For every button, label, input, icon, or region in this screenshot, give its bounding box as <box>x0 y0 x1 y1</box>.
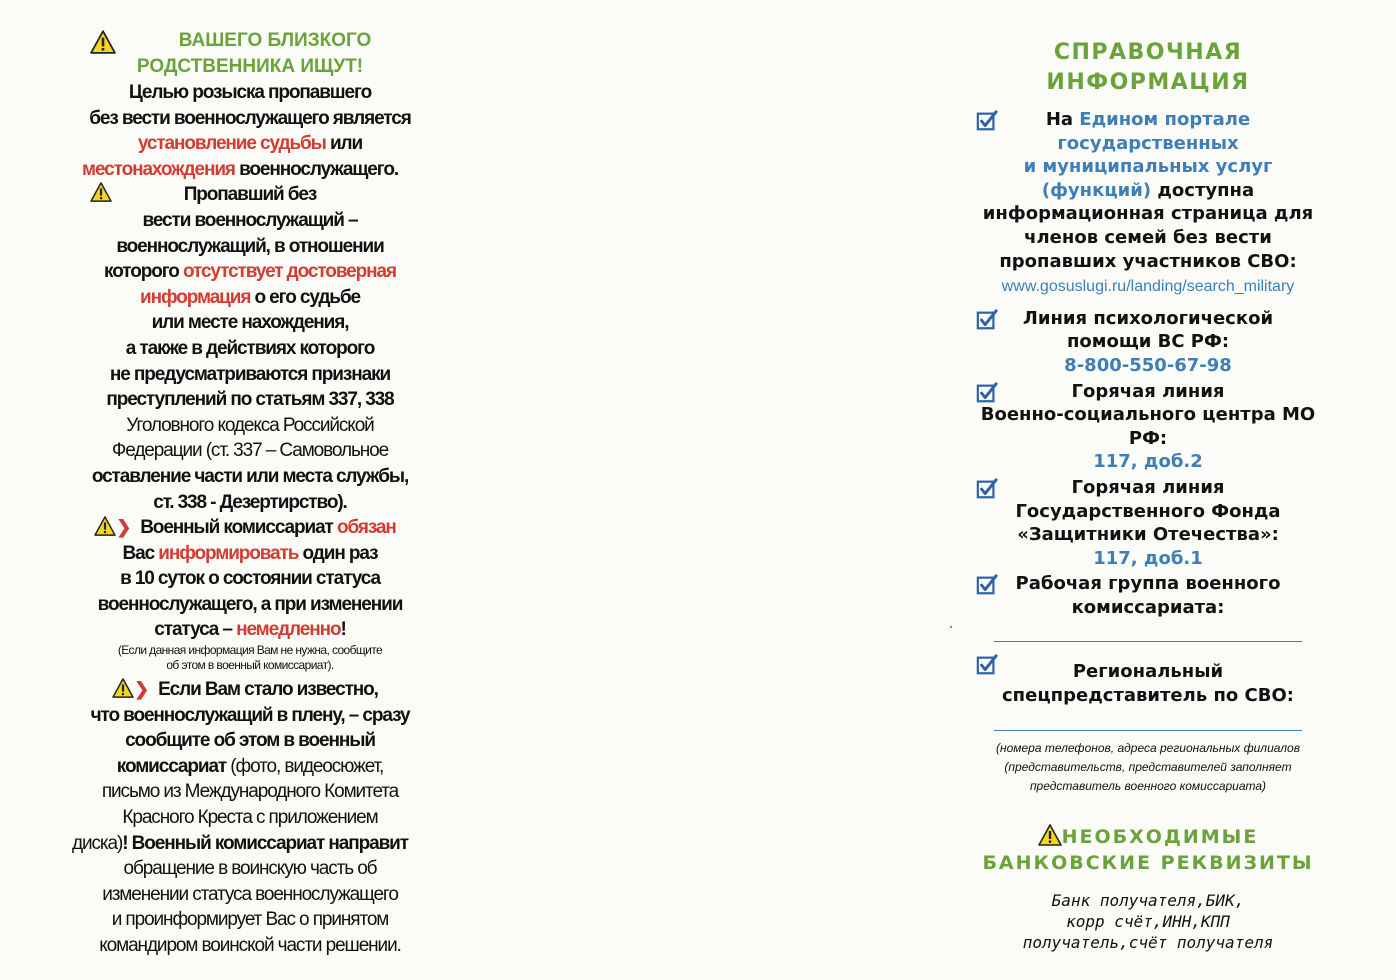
text-line: комиссариата: <box>1071 596 1225 618</box>
text: ! Военный комиссариат направит <box>122 832 408 854</box>
text: военнослужащего. <box>234 158 399 180</box>
left-title-line2: РОДСТВЕННИКА ИЩУТ! <box>136 56 364 77</box>
text-line: Федерации (ст. 337 – Самовольное <box>111 440 389 462</box>
text-line: вести военнослужащий – <box>142 209 358 231</box>
highlight-text: и муниципальных услуг <box>1023 156 1273 178</box>
text-line <box>50 157 430 183</box>
checkbox-checked-icon <box>976 654 998 676</box>
info-item-social-center <box>968 380 1328 474</box>
text-line: Красного Креста с приложением <box>122 807 378 829</box>
info-item-working-group <box>968 572 1328 619</box>
text-line <box>60 677 430 703</box>
highlight-text: Едином портале <box>1079 109 1251 130</box>
text-line: военнослужащий, в отношении <box>116 235 384 257</box>
warning-icon <box>90 30 116 54</box>
note-line: представитель военного комиссариата) <box>1029 778 1267 793</box>
note-line: (номера телефонов, адреса региональных филиалов <box>996 740 1300 755</box>
text: На <box>1045 109 1080 130</box>
phone-number: 8-800-550-67-98 <box>1064 354 1232 376</box>
info-item-psych-line <box>968 307 1328 378</box>
text-line <box>60 515 430 541</box>
checkbox-checked-icon <box>976 478 998 500</box>
text-line: обращение в воинскую часть об <box>123 858 377 880</box>
text-line: без вести военнослужащего является <box>89 107 411 129</box>
text: Если Вам стало известно, <box>158 679 378 701</box>
right-title-line1: СПРАВОЧНАЯ <box>1053 40 1243 65</box>
text: Военный комиссариат <box>140 517 337 539</box>
text-line: командиром воинской части решении. <box>99 935 401 956</box>
text-line: изменении статуса военнослужащего <box>102 883 398 905</box>
checkbox-checked-icon <box>976 382 998 404</box>
left-title-block <box>70 28 430 80</box>
highlight-text: (функций) <box>1041 179 1152 201</box>
text-line: Региональный <box>1072 661 1224 683</box>
text-line: в 10 суток о состоянии статуса <box>120 568 380 590</box>
text-line: Уголовного кодекса Российской <box>126 414 374 436</box>
text-line: и проинформирует Вас о принятом <box>111 909 389 931</box>
text-line: Банк получателя,БИК, <box>1051 890 1245 910</box>
text: о его судьбе <box>250 286 360 308</box>
text-line: а также в действиях которого <box>125 337 375 359</box>
text-line: Целью розыска пропавшего <box>128 82 372 103</box>
text-line: Рабочая группа военного <box>1015 573 1281 595</box>
text-line <box>70 754 430 780</box>
left-column <box>70 28 430 959</box>
text-line: или месте нахождения, <box>151 312 349 334</box>
text: которого <box>104 261 183 283</box>
info-item-gosuslugi <box>968 108 1328 299</box>
text: комиссариат <box>116 755 227 777</box>
text-line: «Защитники Отечества»: <box>1017 524 1279 546</box>
text-line: преступлений по статьям 337, 338 <box>106 389 394 411</box>
decorative-dot <box>950 626 952 628</box>
text-line: не предусматриваются признаки <box>109 363 391 385</box>
text-line: ст. 338 - Дезертирство). <box>153 491 347 513</box>
text-line: что военнослужащий в плену, – сразу <box>90 704 410 726</box>
right-column <box>968 38 1328 953</box>
paragraph-definition <box>70 182 430 515</box>
paragraph-purpose <box>70 80 430 182</box>
text-line: сообщите об этом в военный <box>125 730 375 752</box>
checkbox-checked-icon <box>976 110 998 132</box>
info-item-regional-rep <box>968 660 1328 707</box>
warning-icon <box>112 678 134 698</box>
text-line: Государственного Фонда <box>1015 500 1281 522</box>
text-line <box>968 108 1328 132</box>
text: Вас <box>122 542 159 564</box>
gosuslugi-link[interactable]: www.gosuslugi.ru/landing/search_military <box>1001 278 1295 296</box>
highlight-text: информировать <box>158 542 299 564</box>
text-line: БАНКОВСКИЕ РЕКВИЗИТЫ <box>982 851 1314 874</box>
right-title-line2: ИНФОРМАЦИЯ <box>1046 70 1250 95</box>
text: или <box>325 133 363 155</box>
text-line <box>70 131 430 157</box>
text-line <box>968 824 1328 850</box>
warning-icon <box>1038 824 1062 846</box>
highlight-text: информация <box>140 286 251 308</box>
highlight-text: обязан <box>336 517 396 539</box>
text-line <box>968 179 1328 203</box>
info-item-fund <box>968 476 1328 570</box>
text: ! <box>340 619 346 641</box>
text-line: Пропавший без <box>183 184 317 206</box>
text-line: письмо из Международного Комитета <box>101 781 399 803</box>
chevron-right-icon: ❯ <box>134 679 149 700</box>
highlight-text: установление судьбы <box>137 133 326 155</box>
bank-details-lines <box>968 890 1328 953</box>
highlight-text: отсутствует достоверная <box>182 261 396 283</box>
text-line: оставление части или места службы, <box>91 465 409 487</box>
text-line: информационная страница для <box>982 203 1314 225</box>
highlight-text: государственных <box>1057 132 1239 154</box>
text-line <box>70 285 430 311</box>
text-line: корр счёт,ИНН,КПП <box>1066 911 1230 931</box>
fill-in-note <box>968 739 1328 796</box>
text-line: спецпредставитель по СВО: <box>1002 685 1294 707</box>
text-line: Военно-социального центра МО РФ: <box>980 404 1316 449</box>
highlight-text: местонахождения <box>81 158 235 180</box>
text-line: военнослужащего, а при изменении <box>97 593 403 615</box>
text: НЕОБХОДИМЫЕ <box>1061 825 1259 848</box>
left-title-line1: ВАШЕГО БЛИЗКОГО <box>178 30 372 51</box>
text-line: пропавших участников СВО: <box>999 250 1297 272</box>
warning-icon <box>94 516 116 536</box>
warning-icon <box>90 182 112 202</box>
text-line <box>70 617 430 643</box>
text-line: членов семей без вести <box>1024 226 1272 248</box>
text-line: получатель,счёт получателя <box>1022 932 1274 952</box>
text-line: Горячая линия <box>1071 380 1225 402</box>
phone-number: 117, доб.2 <box>1093 451 1203 473</box>
note-line: (Если данная информация Вам не нужна, сообщите <box>117 643 383 658</box>
text-line: Линия психологической <box>1022 307 1274 329</box>
text: доступна <box>1151 179 1255 201</box>
text-line <box>70 259 430 285</box>
phone-number: 117, доб.1 <box>1093 547 1203 569</box>
fill-in-line <box>994 730 1302 731</box>
text-line <box>70 541 430 567</box>
text-line <box>50 831 430 857</box>
note-line: об этом в военный комиссариат). <box>166 658 334 673</box>
text: статуса – <box>154 619 237 641</box>
checkbox-checked-icon <box>976 309 998 331</box>
text-line: Горячая линия <box>1071 476 1225 498</box>
text: один раз <box>298 542 378 564</box>
paragraph-captivity <box>70 677 430 959</box>
text-line: помощи ВС РФ: <box>1066 331 1230 353</box>
chevron-right-icon: ❯ <box>116 517 131 538</box>
text: диска) <box>72 832 123 854</box>
fill-in-line <box>994 641 1302 642</box>
bank-details-title <box>968 824 1328 876</box>
highlight-text: немедленно <box>236 619 341 641</box>
right-title <box>968 38 1328 98</box>
checkbox-checked-icon <box>976 574 998 596</box>
note-line: (представительств, представителей заполняет <box>1004 759 1292 774</box>
text: (фото, видеосюжет, <box>226 755 384 777</box>
paragraph-obligation <box>70 515 430 673</box>
